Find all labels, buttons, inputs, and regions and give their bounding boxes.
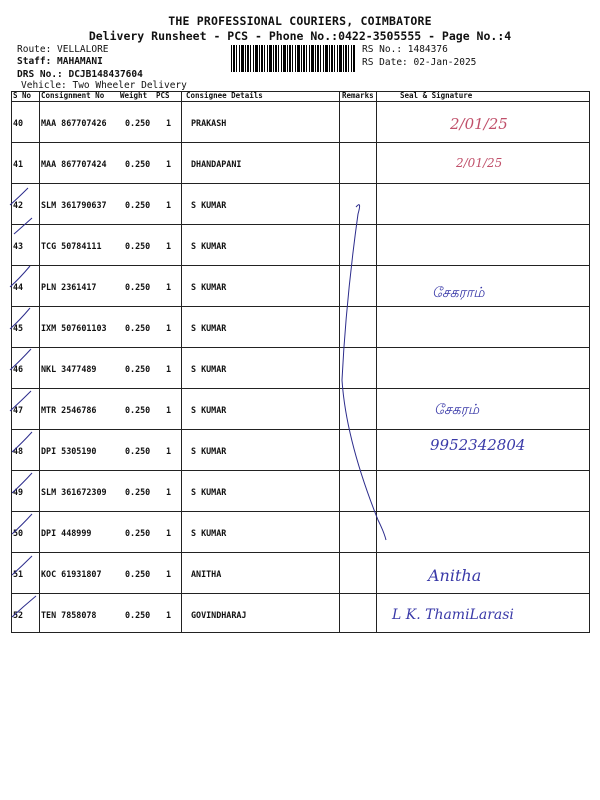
row-weight: 0.250 [125,405,151,415]
handwritten-phone: 9952342804 [430,436,526,454]
row-pcs: 1 [166,118,172,128]
row-weight: 0.250 [125,118,151,128]
row-consignee: S KUMAR [191,200,227,210]
row-consignment-no: TCG 50784111 [41,241,102,251]
row-sno: 48 [13,446,24,456]
row-consignee: S KUMAR [191,241,227,251]
tamil-signature-1: சேகராம் [432,285,485,301]
row-sno: 44 [13,282,24,292]
row-sno: 49 [13,487,24,497]
row-consignee: S KUMAR [191,528,227,538]
date-signature-1: 2/01/25 [450,115,508,133]
row-consignment-no: DPI 5305190 [41,446,97,456]
row-pcs: 1 [166,405,172,415]
date-signature-2: 2/01/25 [456,156,503,170]
row-consignment-no: SLM 361672309 [41,487,107,497]
row-sno: 42 [13,200,24,210]
row-consignee: PRAKASH [191,118,227,128]
runsheet-subtitle: Delivery Runsheet - PCS - Phone No.:0422-3505555 - Page No.:4 [88,29,512,43]
row-consignment-no: MTR 2546786 [41,405,97,415]
rs-number: RS No.: 1484376 [362,44,448,55]
row-consignee: S KUMAR [191,487,227,497]
col-header-consignee: Consignee Details [186,91,263,100]
row-weight: 0.250 [125,364,151,374]
row-pcs: 1 [166,200,172,210]
row-sno: 51 [13,569,24,579]
row-pcs: 1 [166,241,172,251]
row-weight: 0.250 [125,323,151,333]
row-consignee: ANITHA [191,569,222,579]
row-consignee: S KUMAR [191,446,227,456]
row-consignment-no: MAA 867707424 [41,159,107,169]
row-sno: 46 [13,364,24,374]
row-sno: 50 [13,528,24,538]
row-consignee: S KUMAR [191,323,227,333]
staff-label: Staff: MAHAMANI [17,56,103,67]
company-title: THE PROFESSIONAL COURIERS, COIMBATORE [168,14,432,28]
row-sno: 47 [13,405,24,415]
row-consignee: S KUMAR [191,364,227,374]
row-weight: 0.250 [125,446,151,456]
row-weight: 0.250 [125,528,151,538]
row-consignment-no: IXM 507601103 [41,323,107,333]
row-consignee: DHANDAPANI [191,159,242,169]
row-sno: 41 [13,159,24,169]
col-header-remarks: Remarks [342,91,374,100]
row-pcs: 1 [166,528,172,538]
anitha-signature: Anitha [428,566,482,585]
col-header-weight: Weight [120,91,148,100]
row-consignee: S KUMAR [191,282,227,292]
row-consignment-no: TEN 7858078 [41,610,97,620]
row-pcs: 1 [166,159,172,169]
row-consignment-no: DPI 448999 [41,528,92,538]
rs-date: RS Date: 02-Jan-2025 [362,57,477,68]
row-sno: 52 [13,610,24,620]
row-sno: 43 [13,241,24,251]
row-pcs: 1 [166,446,172,456]
row-weight: 0.250 [125,241,151,251]
route-label: Route: VELLALORE [17,44,109,55]
row-pcs: 1 [166,323,172,333]
row-consignee: GOVINDHARAJ [191,610,247,620]
vehicle-label: Vehicle: Two Wheeler Delivery [21,80,187,91]
row-weight: 0.250 [125,610,151,620]
row-consignment-no: SLM 361790637 [41,200,107,210]
row-weight: 0.250 [125,200,151,210]
row-sno: 45 [13,323,24,333]
row-consignment-no: MAA 867707426 [41,118,107,128]
row-pcs: 1 [166,487,172,497]
row-pcs: 1 [166,282,172,292]
row-pcs: 1 [166,610,172,620]
col-header-consignment: Consignment No [41,91,105,100]
col-header-sno: S No [13,91,32,100]
row-weight: 0.250 [125,487,151,497]
tamil-signature-2: சேகரம் [434,402,480,418]
drs-number: DRS No.: DCJB148437604 [17,69,143,80]
row-weight: 0.250 [125,159,151,169]
row-weight: 0.250 [125,569,151,579]
col-header-pcs: PCS [156,91,170,100]
row-pcs: 1 [166,569,172,579]
thamilarasi-signature: L K. ThamiLarasi [392,607,514,623]
row-consignee: S KUMAR [191,405,227,415]
row-consignment-no: PLN 2361417 [41,282,97,292]
row-pcs: 1 [166,364,172,374]
row-consignment-no: NKL 3477489 [41,364,97,374]
row-sno: 40 [13,118,24,128]
row-consignment-no: KOC 61931807 [41,569,102,579]
row-weight: 0.250 [125,282,151,292]
col-header-signature: Seal & Signature [400,91,473,100]
